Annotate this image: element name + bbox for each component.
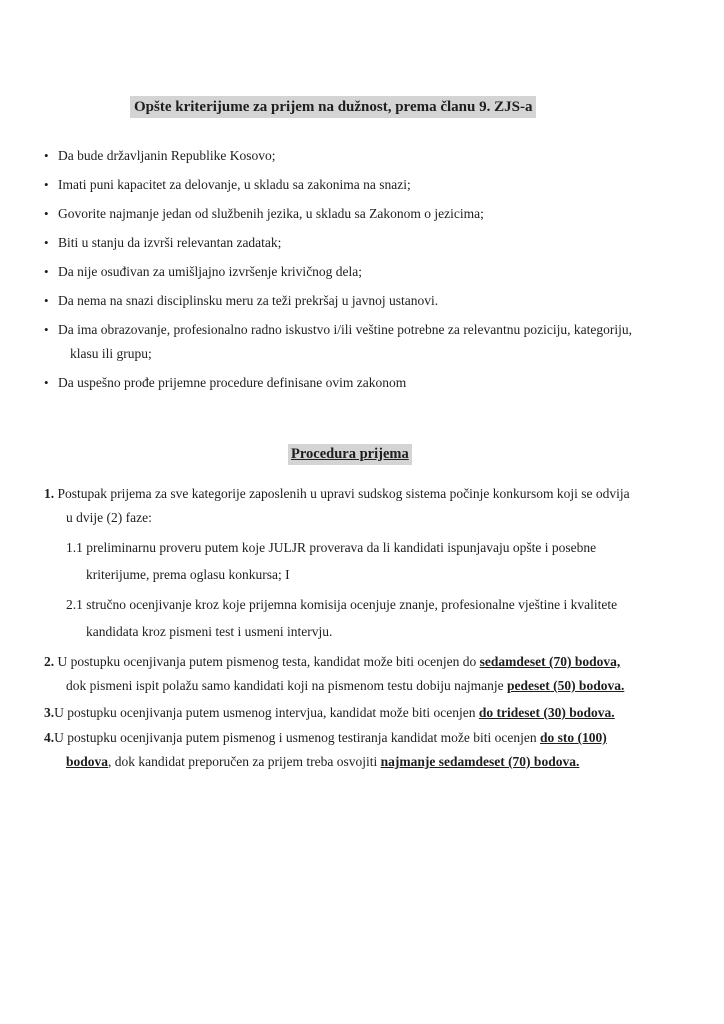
procedure-paragraph-4: 4.U postupku ocenjivanja putem pismenog i usmenog testiranja kandidat može biti ocenjen do sto (100) bodova, dok kandidat preporučen za prijem treba osvojiti najmanje sedamdeset (70) bodova.: [44, 730, 607, 769]
procedure-title: Procedura prijema: [288, 444, 412, 465]
list-item: • Da ima obrazovanje, profesionalno radno iskustvo i/ili veštine potrebne za relevantnu poziciju, kategoriju, klasu ili grupu;: [44, 318, 694, 366]
list-item: • Da nije osuđivan za umišljajno izvršenje krivičnog dela;: [44, 260, 694, 284]
criteria-list: [44, 144, 694, 400]
paragraph-number: 4.: [44, 730, 55, 745]
sub-item-2-1: 2.1 stručno ocenjivanje kroz koje prijemna komisija ocenjuje znanje, profesionalne vještine i kvalitete: [66, 597, 618, 612]
list-item: • Da nema na snazi disciplinsku meru za teži prekršaj u javnoj ustanovi.: [44, 289, 694, 313]
list-item: • Imati puni kapacitet za delovanje, u skladu sa zakonima na snazi;: [44, 173, 694, 197]
list-item: • Govorite najmanje jedan od službenih jezika, u skladu sa Zakonom o jezicima;: [44, 202, 694, 226]
list-item: • Da bude državljanin Republike Kosovo;: [44, 144, 694, 168]
list-item: • Biti u stanju da izvrši relevantan zadatak;: [44, 231, 694, 255]
list-item-continuation: klasu ili grupu;: [70, 346, 152, 361]
criteria-title: Opšte kriterijume za prijem na dužnost, prema članu 9. ZJS-a: [130, 96, 536, 118]
paragraph-number: 3.: [44, 705, 55, 720]
procedure-paragraph-1: 1. Postupak prijema za sve kategorije zaposlenih u upravi sudskog sistema počinje konkursom koji se odvija u dvije (2) faze: 1.1 preliminarnu proveru putem koje JULJR proverava da li kandidati ispunjavaju opšte i posebne kriterijume, prema oglasu konkursa; I 2.1 stručno ocenjivanje kroz koje prijemna komisija ocenjuje znanje, profesionalne vještine i kvalitete kandidata kroz pismeni test i usmeni intervju.: [44, 482, 684, 644]
sub-item-1-1: 1.1 preliminarnu proveru putem koje JULJR proverava da li kandidati ispunjavaju opšte i posebne: [66, 540, 597, 555]
procedure-paragraph-3: 3.U postupku ocenjivanja putem usmenog intervjua, kandidat može biti ocenjen do trideset (30) bodova.: [44, 705, 615, 720]
procedure-paragraph-2: 2. U postupku ocenjivanja putem pismenog testa, kandidat može biti ocenjen do sedamdeset (70) bodova, dok pismeni ispit polažu samo kandidati koji na pismenom testu dobiju najmanje pedeset (50) bodova.: [44, 654, 625, 693]
list-item: • Da uspešno prođe prijemne procedure definisane ovim zakonom: [44, 371, 694, 395]
paragraph-number: 1.: [44, 486, 55, 501]
paragraph-number: 2.: [44, 654, 55, 669]
